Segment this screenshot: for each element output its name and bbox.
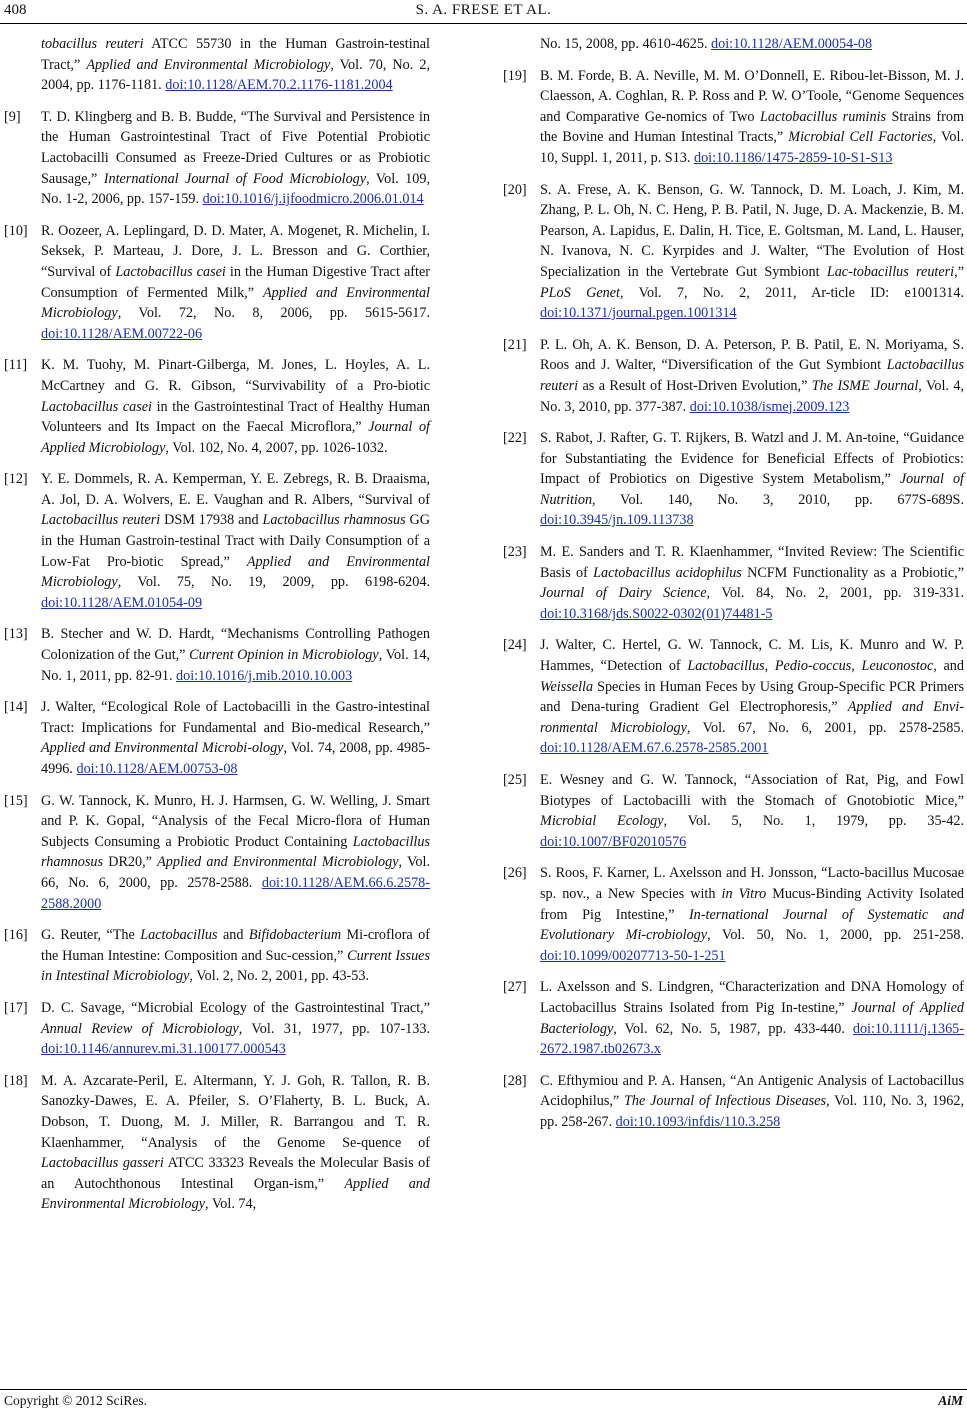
- reference-text-run: , Vol. 2, No. 2, 2001, pp. 43-53.: [189, 968, 370, 985]
- reference-italic-text: Journal of Applied Bacteriology: [540, 999, 965, 1037]
- reference-italic-text: Journal of Nutrition: [540, 471, 964, 508]
- reference-text-run: M. A. Azcarate-Peril, E. Altermann, Y. J. Goh, R. Tallon, R. B. Sanozky-Dawes, E. A. Pfeiler, S. O’Flaherty, B. L. Buck, A. Dobson, T. Duong, M. J. Miller, R. Barrangou and T. R. Klaenhammer, “Analysis of the Genome Se-quence of: [41, 1072, 430, 1151]
- reference-number: [14]: [4, 699, 28, 716]
- reference-text: [41, 998, 430, 1060]
- reference-text-run: ATCC 33323 Reveals the Molecular Basis of an Autochthonous Intestinal Organ-ism,”: [41, 1155, 431, 1192]
- reference-text-run: , Vol. 110, No. 3, 1962, pp. 258-267.: [540, 1093, 964, 1130]
- reference-text-run: R. Oozeer, A. Leplingard, D. D. Mater, A. Mogenet, R. Michelin, I. Seksek, P. Marteau, J. Dore, J. L. Bresson and G. Corthier, “Survival of: [41, 222, 430, 280]
- reference-text-run: and: [217, 927, 249, 944]
- doi-link[interactable]: doi:10.1128/AEM.66.6.2578-2588.2000: [41, 874, 430, 912]
- doi-link[interactable]: doi:10.1371/journal.pgen.1001314: [540, 305, 737, 322]
- reference-text: [540, 335, 964, 417]
- doi-link[interactable]: doi:10.1128/AEM.70.2.1176-1181.2004: [165, 77, 393, 94]
- reference-text-run: , Vol. 84, No. 2, 2001, pp. 319-331.: [706, 585, 964, 602]
- reference-text-run: , Vol. 4, No. 3, 2010, pp. 377-387.: [540, 377, 964, 415]
- reference-text: [41, 34, 430, 96]
- reference-number: [19]: [503, 67, 527, 84]
- doi-link[interactable]: doi:10.1128/AEM.67.6.2578-2585.2001: [540, 740, 769, 757]
- reference-text-run: GG in the Human Gastroin-testinal Tract with Daily Consumption of a Low-Fat Pro-biotic Spread,”: [41, 512, 430, 570]
- reference-italic-text: Lactobacillus reuteri: [540, 357, 964, 394]
- doi-link[interactable]: doi:10.1016/j.ijfoodmicro.2006.01.014: [202, 191, 424, 208]
- reference-text: [540, 770, 964, 852]
- reference-text-run: , Vol. 70, No. 2, 2004, pp. 1176-1181.: [41, 56, 430, 94]
- reference-text: [540, 180, 964, 324]
- reference-text-run: , Vol. 140, No. 3, 2010, pp. 677S-689S.: [592, 491, 964, 508]
- page-footer: [0, 1393, 967, 1413]
- reference-number: [9]: [4, 108, 21, 125]
- reference-text-run: as a Result of Host-Driven Evolution,”: [578, 377, 812, 394]
- reference-text: [41, 221, 430, 345]
- reference-number: [20]: [503, 181, 527, 198]
- reference-text: [540, 66, 964, 169]
- reference-text-run: , Vol. 74, 2008, pp. 4985-4996.: [41, 740, 430, 777]
- reference-text: [41, 469, 430, 613]
- reference-text-run: Strains from the Bovine and Human Intestinal Tracts,”: [540, 108, 964, 146]
- page-number: 408: [4, 2, 27, 18]
- reference-number: [24]: [503, 637, 527, 654]
- reference-text-run: , Vol. 72, No. 8, 2006, pp. 5615-5617.: [117, 305, 430, 322]
- reference-text-run: NCFM Functionality as a Probiotic,”: [741, 564, 964, 581]
- reference-text: [540, 1071, 964, 1133]
- reference-number: [28]: [503, 1072, 527, 1089]
- reference-italic-text: Lac-tobacillus reuteri: [826, 263, 955, 280]
- doi-link[interactable]: doi:10.1128/AEM.00722-06: [41, 325, 203, 342]
- reference-text-run: in the Gastrointestinal Tract of Healthy Human Volunteers and Its Impact on the Faecal Microflora,”: [41, 398, 430, 436]
- reference-text: [540, 34, 964, 55]
- reference-item: [503, 428, 964, 531]
- references-right-column: [503, 34, 964, 1144]
- reference-text-run: T. D. Klingberg and B. B. Budde, “The Survival and Persistence in the Human Gastrointestinal Tract of Five Potential Probiotic Lactobacilli Consumed as Freeze-Dried Cultures or as Probiotic Sausage,”: [41, 108, 430, 187]
- reference-item: [4, 791, 430, 915]
- reference-italic-text: Applied and Environmental Microbi-ology: [41, 740, 284, 757]
- reference-text-run: J. Walter, “Ecological Role of Lactobacilli in the Gastro-intestinal Tract: Implications for Fundamental and Bio-medical Research,”: [41, 699, 430, 736]
- reference-italic-text: Applied and Environmental Microbiology: [41, 553, 430, 591]
- reference-number: [12]: [4, 471, 28, 488]
- reference-number: [26]: [503, 865, 527, 882]
- reference-text-run: , Vol. 109, No. 1-2, 2006, pp. 157-159.: [41, 170, 430, 208]
- doi-link[interactable]: doi:10.1146/annurev.mi.31.100177.000543: [41, 1041, 286, 1058]
- reference-italic-text: Leuconostoc: [861, 658, 934, 675]
- reference-text-run: B. M. Forde, B. A. Neville, M. M. O’Donnell, E. Ribou-let-Bisson, M. J. Claesson, A. Coghlan, R. P. Ross and P. W. O’Toole, “Genome Sequences and Comparative Ge-nomics of Two: [540, 67, 964, 125]
- reference-text-run: G. W. Tannock, K. Munro, H. J. Harmsen, G. W. Welling, J. Smart and P. K. Gopal, “Analysis of the Fecal Micro-flora of Human Subjects Consuming a Probiotic Product Containing: [41, 792, 430, 850]
- reference-item: [4, 34, 430, 96]
- reference-italic-text: Annual Review of Microbiology: [41, 1020, 239, 1037]
- reference-italic-text: Current Opinion in Microbiology: [189, 647, 379, 664]
- reference-text-run: , Vol. 74,: [205, 1196, 257, 1213]
- reference-italic-text: The Journal of Infectious Diseases: [624, 1093, 826, 1110]
- reference-text-run: ,”: [954, 263, 964, 280]
- doi-link[interactable]: doi:10.1128/AEM.01054-09: [41, 594, 203, 611]
- doi-link[interactable]: doi:10.1128/AEM.00054-08: [711, 36, 873, 52]
- reference-item: [4, 624, 430, 686]
- reference-number: [10]: [4, 222, 28, 239]
- reference-italic-text: Lactobacillus rhamnosus: [262, 512, 406, 529]
- reference-italic-text: Applied and Environmental Microbiology: [41, 1175, 430, 1213]
- reference-italic-text: PLoS Genet: [540, 284, 620, 301]
- reference-italic-text: Journal of Applied Microbiology: [41, 419, 431, 456]
- reference-italic-text: Microbial Ecology: [540, 813, 664, 830]
- reference-text-run: , Vol. 31, 1977, pp. 107-133.: [238, 1020, 430, 1037]
- reference-text-run: Species in Human Feces by Using Group-Specific PCR Primers and Dena-turing Gradient Gel Electrophoresis,”: [540, 678, 964, 716]
- reference-item: [4, 697, 430, 779]
- reference-text-run: , and: [933, 658, 964, 675]
- reference-text-run: G. Reuter, “The: [41, 927, 141, 944]
- reference-number: [21]: [503, 336, 527, 353]
- reference-number: [16]: [4, 927, 28, 944]
- reference-italic-text: Applied and Environmental Microbiology: [41, 284, 430, 322]
- doi-link[interactable]: doi:10.1007/BF02010576: [540, 833, 687, 850]
- reference-text: [540, 428, 964, 531]
- reference-italic-text: Lactobacillus ruminis: [759, 108, 887, 125]
- reference-italic-text: Bifidobacterium: [248, 927, 342, 944]
- reference-text-run: K. M. Tuohy, M. Pinart-Gilberga, M. Jones, L. Hoyles, A. L. McCartney and G. R. Gibson, “Survivability of a Pro-biotic: [41, 357, 430, 394]
- reference-text-run: C. Efthymiou and P. A. Hansen, “An Antigenic Analysis of Lactobacillus Acidophilus,”: [540, 1072, 964, 1110]
- reference-item: [503, 635, 964, 759]
- references-left-column: [4, 34, 430, 1226]
- reference-text: [540, 542, 964, 624]
- reference-number: [25]: [503, 772, 527, 788]
- reference-text-run: DR20,”: [103, 854, 158, 871]
- reference-text-run: L. Axelsson and S. Lindgren, “Characterization and DNA Homology of Lactobacillus Strains Isolated from Pig In-testine,”: [540, 979, 964, 1016]
- reference-text-run: J. Walter, C. Hertel, G. W. Tannock, C. M. Lis, K. Munro and W. P. Hammes, “Detection of: [540, 637, 964, 675]
- reference-text: [540, 977, 964, 1059]
- reference-italic-text: International Journal of Food Microbiology: [103, 170, 367, 187]
- reference-text-run: S. A. Frese, A. K. Benson, G. W. Tannock, D. M. Loach, J. Kim, M. Zhang, P. L. Oh, N. C. Heng, P. B. Patil, N. Juge, D. A. Mackenzie, B. M. Pearson, A. Lapidus, E. Dalin, H. Tice, E. Goltsman, M. Land, L. Hauser, N. Ivanova, N. C. Kyrpides and J. Walter, “The Evolution of Host Specialization in the Vertebrate Gut Symbiont: [540, 181, 964, 280]
- reference-italic-text: Lactobacillus gasseri: [41, 1155, 164, 1172]
- reference-text-run: P. L. Oh, A. K. Benson, D. A. Peterson, P. B. Patil, E. N. Moriyama, S. Roos and J. Walter, “Diversification of the Gut Symbiont: [540, 336, 964, 374]
- reference-text-run: B. Stecher and W. D. Hardt, “Mechanisms Controlling Pathogen Colonization of the Gut,”: [41, 626, 430, 664]
- reference-text-run: , Vol. 66, No. 6, 2000, pp. 2578-2588.: [41, 854, 431, 891]
- reference-italic-text: Current Issues in Intestinal Microbiology: [41, 947, 430, 985]
- doi-link[interactable]: doi:10.1038/ismej.2009.123: [689, 398, 850, 415]
- reference-text: [41, 355, 430, 458]
- reference-italic-text: Lactobacillus casei: [41, 398, 152, 415]
- reference-item: [4, 1071, 430, 1215]
- reference-text-run: S. Roos, F. Karner, L. Axelsson and H. Jonsson, “Lacto-bacillus Mucosae sp. nov., a New Species with: [540, 865, 964, 902]
- reference-text: [540, 635, 964, 759]
- reference-text-run: , Vol. 102, No. 4, 2007, pp. 1026-1032.: [165, 439, 388, 456]
- reference-italic-text: Applied and Envi-ronmental Microbiology: [540, 699, 964, 736]
- reference-text: [41, 791, 430, 915]
- reference-item: [503, 66, 964, 169]
- reference-number: [23]: [503, 544, 527, 561]
- reference-italic-text: Microbial Cell Factories: [788, 129, 933, 146]
- reference-italic-text: Journal of Dairy Science: [540, 585, 707, 602]
- reference-italic-text: The ISME Journal: [811, 377, 919, 394]
- journal-abbreviation: AiM: [938, 1393, 963, 1408]
- reference-text-run: , Vol. 67, No. 6, 2001, pp. 2578-2585.: [686, 719, 964, 736]
- reference-italic-text: Applied and Environmental Microbiology: [157, 854, 399, 871]
- reference-text-run: ,: [851, 658, 862, 675]
- reference-text-run: , Vol. 62, No. 5, 1987, pp. 433-440.: [613, 1020, 853, 1037]
- reference-italic-text: Lactobacillus acidophilus: [593, 564, 742, 581]
- doi-link[interactable]: doi:10.1111/j.1365-2672.1987.tb02673.x: [540, 1020, 964, 1058]
- reference-text: [41, 624, 430, 686]
- reference-text-run: , Vol. 50, No. 1, 2000, pp. 251-258.: [707, 927, 964, 944]
- reference-item: [503, 335, 964, 417]
- reference-text-run: , Vol. 7, No. 2, 2011, Ar-ticle ID: e1001314.: [619, 284, 965, 301]
- header-rule: [0, 23, 967, 24]
- reference-number: [13]: [4, 626, 28, 643]
- reference-item: [503, 34, 964, 55]
- reference-italic-text: Lactobacillus reuteri: [41, 512, 161, 529]
- reference-italic-text: in Vitro: [721, 885, 767, 902]
- doi-link[interactable]: doi:10.3945/jn.109.113738: [540, 512, 694, 529]
- reference-item: [503, 863, 964, 966]
- reference-text: [41, 107, 430, 210]
- reference-text-run: in the Human Digestive Tract after Consumption of Fermented Milk,”: [41, 263, 430, 301]
- reference-number: [27]: [503, 979, 527, 996]
- copyright-notice: Copyright © 2012 SciRes.: [4, 1393, 148, 1408]
- doi-link[interactable]: doi:10.3168/jds.S0022-0302(01)74481-5: [540, 605, 773, 622]
- reference-item: [4, 998, 430, 1060]
- reference-item: [503, 542, 964, 624]
- reference-text: [41, 1071, 430, 1215]
- reference-text: [540, 863, 964, 966]
- reference-item: [503, 770, 964, 852]
- doi-link[interactable]: doi:10.1016/j.mib.2010.10.003: [176, 667, 353, 684]
- reference-text: [41, 925, 430, 987]
- reference-text-run: Y. E. Dommels, R. A. Kemperman, Y. E. Zebregs, R. B. Draaisma, A. Jol, D. A. Wolvers, E. E. Vaughan and R. Albers, “Survival of: [41, 471, 430, 508]
- reference-number: [17]: [4, 999, 28, 1016]
- reference-item: [4, 221, 430, 345]
- reference-item: [503, 977, 964, 1059]
- reference-italic-text: Lactobacillus casei: [115, 263, 226, 280]
- reference-text-run: D. C. Savage, “Microbial Ecology of the Gastrointestinal Tract,”: [41, 999, 430, 1016]
- reference-text-run: No. 15, 2008, pp. 4610-4625.: [540, 36, 712, 52]
- doi-link[interactable]: doi:10.1186/1475-2859-10-S1-S13: [693, 149, 893, 166]
- doi-link[interactable]: doi:10.1099/00207713-50-1-251: [540, 947, 726, 964]
- reference-text-run: E. Wesney and G. W. Tannock, “Association of Rat, Pig, and Fowl Biotypes of Lactobacilli with the Stomach of Gnotobiotic Mice,”: [540, 772, 964, 809]
- reference-italic-text: tobacillus reuteri: [41, 36, 144, 52]
- reference-item: [4, 925, 430, 987]
- reference-text-run: ATCC 55730 in the Human Gastroin-testinal Tract,”: [41, 36, 430, 73]
- reference-italic-text: In-ternational Journal of Systematic and Evolutionary Mi-crobiology: [540, 906, 964, 944]
- reference-text-run: ,: [764, 658, 775, 675]
- reference-number: [18]: [4, 1072, 28, 1089]
- doi-link[interactable]: doi:10.1128/AEM.00753-08: [76, 761, 238, 777]
- running-head: S. A. FRESE ET AL.: [415, 2, 552, 18]
- reference-item: [503, 1071, 964, 1133]
- reference-text-run: , Vol. 14, No. 1, 2011, pp. 82-91.: [41, 647, 430, 684]
- reference-text-run: , Vol. 10, Suppl. 1, 2011, p. S13.: [540, 129, 964, 166]
- reference-number: [15]: [4, 792, 28, 809]
- reference-italic-text: Lactobacillus rhamnosus: [41, 833, 430, 871]
- reference-italic-text: Lactobacillus: [687, 658, 765, 675]
- reference-number: [11]: [4, 357, 28, 374]
- reference-text-run: M. E. Sanders and T. R. Klaenhammer, “Invited Review: The Scientific Basis of: [540, 544, 964, 581]
- reference-number: [22]: [503, 430, 527, 447]
- reference-italic-text: Lactobacillus: [140, 927, 218, 944]
- reference-item: [503, 180, 964, 324]
- footer-rule: [0, 1389, 967, 1390]
- reference-italic-text: Pedio-coccus: [774, 658, 852, 675]
- reference-text-run: , Vol. 75, No. 19, 2009, pp. 6198-6204.: [117, 574, 430, 591]
- doi-link[interactable]: doi:10.1093/infdis/110.3.258: [615, 1113, 781, 1130]
- reference-text-run: Mi-croflora of the Human Intestine: Composition and Suc-cession,”: [41, 927, 430, 964]
- reference-text-run: S. Rabot, J. Rafter, G. T. Rijkers, B. Watzl and J. M. An-toine, “Guidance for Substantiating the Evidence for Beneficial Effects of Probiotics: Impact of Probiotics on Digestive System Metabolism,”: [540, 430, 964, 488]
- reference-text: [41, 697, 430, 779]
- reference-text-run: DSM 17938 and: [160, 512, 263, 529]
- reference-item: [4, 107, 430, 210]
- reference-item: [4, 469, 430, 613]
- reference-item: [4, 355, 430, 458]
- reference-text-run: Mucus-Binding Activity Isolated from Pig Intestine,”: [540, 885, 965, 923]
- reference-italic-text: Applied and Environmental Microbiology: [86, 56, 331, 73]
- reference-italic-text: Weissella: [540, 678, 594, 695]
- reference-text-run: , Vol. 5, No. 1, 1979, pp. 35-42.: [663, 813, 965, 830]
